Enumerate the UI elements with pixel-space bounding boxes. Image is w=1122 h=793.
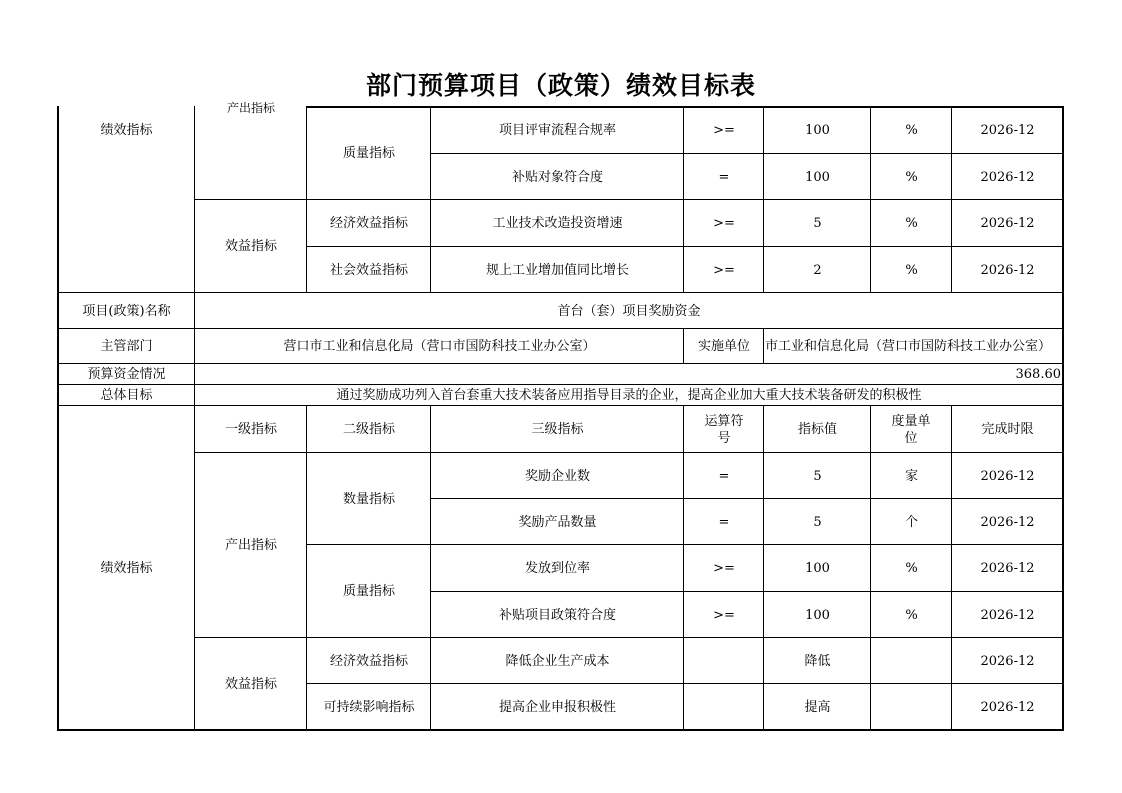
operator-cell bbox=[684, 684, 764, 730]
level3-cell: 规上工业增加值同比增长 bbox=[485, 262, 629, 278]
benefit-indicator-bottom: 效益指标 bbox=[224, 676, 277, 692]
value-cell: 100 bbox=[805, 123, 830, 138]
budget-label: 预算资金情况 bbox=[87, 367, 166, 382]
value-cell: 降低 bbox=[804, 653, 831, 669]
unit-cell bbox=[871, 684, 952, 730]
table-border bbox=[58, 328, 1063, 329]
header-deadline: 完成时限 bbox=[981, 422, 1034, 437]
table-border bbox=[194, 406, 195, 730]
header-level3: 三级指标 bbox=[531, 422, 584, 437]
operator-cell: >= bbox=[713, 216, 735, 231]
table-border bbox=[57, 729, 1064, 731]
project-name-label: 项目(政策)名称 bbox=[82, 303, 171, 319]
operator-cell: = bbox=[718, 468, 730, 484]
page-title: 部门预算项目（政策）绩效目标表 bbox=[365, 71, 756, 100]
operator-cell: = bbox=[718, 514, 730, 530]
benefit-indicator-top: 效益指标 bbox=[224, 239, 277, 254]
operator-cell bbox=[684, 638, 764, 684]
table-border bbox=[431, 153, 1063, 154]
unit-cell: % bbox=[905, 561, 918, 576]
budget-value: 368.60 bbox=[1015, 367, 1061, 382]
operator-cell: >= bbox=[713, 262, 735, 278]
table-border bbox=[870, 106, 871, 293]
table-border bbox=[763, 106, 764, 293]
level3-cell: 补贴项目政策符合度 bbox=[498, 607, 616, 623]
table-border bbox=[195, 637, 1063, 638]
goal-value: 通过奖励成功列入首台套重大技术装备应用指导目录的企业，提高企业加大重大技术装备研发的积极性 bbox=[336, 388, 922, 403]
operator-cell: >= bbox=[713, 561, 735, 576]
deadline-cell: 2026-12 bbox=[980, 561, 1035, 576]
deadline-cell: 2026-12 bbox=[980, 216, 1035, 231]
table-border bbox=[58, 405, 1063, 406]
table-border bbox=[763, 329, 764, 364]
level3-cell: 降低企业生产成本 bbox=[505, 653, 610, 669]
unit-cell: % bbox=[905, 262, 918, 278]
level1-performance-bottom: 绩效指标 bbox=[100, 560, 153, 576]
value-cell: 2 bbox=[813, 262, 822, 278]
level2-cell: 社会效益指标 bbox=[329, 262, 408, 278]
deadline-cell: 2026-12 bbox=[980, 653, 1035, 669]
table-border bbox=[431, 591, 1063, 592]
table-border bbox=[57, 106, 59, 731]
level3-cell: 提高企业申报积极性 bbox=[498, 699, 616, 715]
unit-cell: % bbox=[905, 607, 918, 623]
quality-indicator-bottom: 质量指标 bbox=[342, 584, 395, 599]
deadline-cell: 2026-12 bbox=[980, 123, 1035, 138]
header-operator: 运算符号 bbox=[704, 413, 744, 446]
value-cell: 5 bbox=[813, 216, 822, 231]
level3-cell: 工业技术改造投资增速 bbox=[492, 216, 623, 231]
table-border bbox=[307, 544, 1063, 545]
value-cell: 100 bbox=[805, 561, 830, 576]
table-border bbox=[951, 106, 952, 293]
unit-cell: % bbox=[905, 123, 918, 138]
deadline-cell: 2026-12 bbox=[980, 514, 1035, 530]
impl-label: 实施单位 bbox=[697, 339, 750, 354]
impl-value: 市工业和信息化局（营口市国防科技工业办公室） bbox=[765, 339, 1052, 354]
quality-indicator-top: 质量指标 bbox=[342, 146, 395, 161]
unit-cell: % bbox=[905, 216, 918, 231]
unit-cell: 家 bbox=[904, 468, 918, 484]
value-cell: 5 bbox=[813, 468, 822, 484]
level2-cell: 经济效益指标 bbox=[329, 216, 408, 231]
value-cell: 100 bbox=[805, 607, 830, 623]
table-border bbox=[307, 246, 1063, 247]
table-border bbox=[58, 384, 1063, 385]
table-border bbox=[58, 363, 1063, 364]
deadline-cell: 2026-12 bbox=[980, 169, 1035, 185]
level2-output-partial: 产出指标 bbox=[226, 101, 275, 115]
unit-cell: 个 bbox=[904, 514, 918, 530]
deadline-cell: 2026-12 bbox=[980, 607, 1035, 623]
header-level2: 二级指标 bbox=[342, 422, 395, 437]
table-border bbox=[430, 106, 431, 293]
level3-cell: 奖励企业数 bbox=[524, 468, 590, 484]
project-name-value: 首台（套）项目奖励资金 bbox=[557, 303, 701, 319]
operator-cell: >= bbox=[713, 123, 735, 138]
quantity-indicator: 数量指标 bbox=[342, 491, 395, 507]
table-border bbox=[763, 406, 764, 730]
level2-cell: 可持续影响指标 bbox=[323, 699, 415, 715]
table-border bbox=[306, 406, 307, 730]
header-value: 指标值 bbox=[797, 422, 837, 437]
deadline-cell: 2026-12 bbox=[980, 699, 1035, 715]
unit-cell: % bbox=[905, 169, 918, 185]
value-cell: 100 bbox=[805, 169, 830, 185]
value-cell: 提高 bbox=[804, 699, 831, 715]
table-border bbox=[870, 406, 871, 730]
table-border bbox=[683, 406, 684, 730]
unit-cell bbox=[871, 638, 952, 684]
table-border bbox=[307, 683, 1063, 684]
level3-cell: 补贴对象符合度 bbox=[511, 169, 603, 185]
table-border bbox=[683, 106, 684, 293]
table-border bbox=[306, 106, 307, 293]
table-border bbox=[195, 199, 1063, 200]
value-cell: 5 bbox=[813, 514, 822, 530]
level2-cell: 经济效益指标 bbox=[329, 653, 408, 669]
deadline-cell: 2026-12 bbox=[980, 262, 1035, 278]
table-border bbox=[431, 498, 1063, 499]
table-border bbox=[194, 293, 195, 406]
dept-label: 主管部门 bbox=[100, 339, 153, 354]
table-border bbox=[194, 106, 195, 293]
output-indicator: 产出指标 bbox=[224, 538, 277, 553]
table-border bbox=[195, 452, 1063, 453]
table-border bbox=[430, 406, 431, 730]
dept-value: 营口市工业和信息化局（营口市国防科技工业办公室） bbox=[283, 339, 596, 354]
level3-cell: 奖励产品数量 bbox=[518, 514, 597, 530]
header-unit: 度量单位 bbox=[891, 413, 931, 446]
table-border bbox=[951, 406, 952, 730]
deadline-cell: 2026-12 bbox=[980, 468, 1035, 484]
table-border bbox=[683, 329, 684, 364]
table-border bbox=[58, 292, 1063, 293]
level3-cell: 发放到位率 bbox=[524, 561, 590, 576]
operator-cell: >= bbox=[713, 607, 735, 623]
level3-cell: 项目评审流程合规率 bbox=[498, 123, 616, 138]
goal-label: 总体目标 bbox=[100, 388, 153, 403]
level1-performance-top: 绩效指标 bbox=[100, 122, 153, 138]
operator-cell: = bbox=[718, 169, 730, 185]
header-level1: 一级指标 bbox=[224, 422, 277, 437]
